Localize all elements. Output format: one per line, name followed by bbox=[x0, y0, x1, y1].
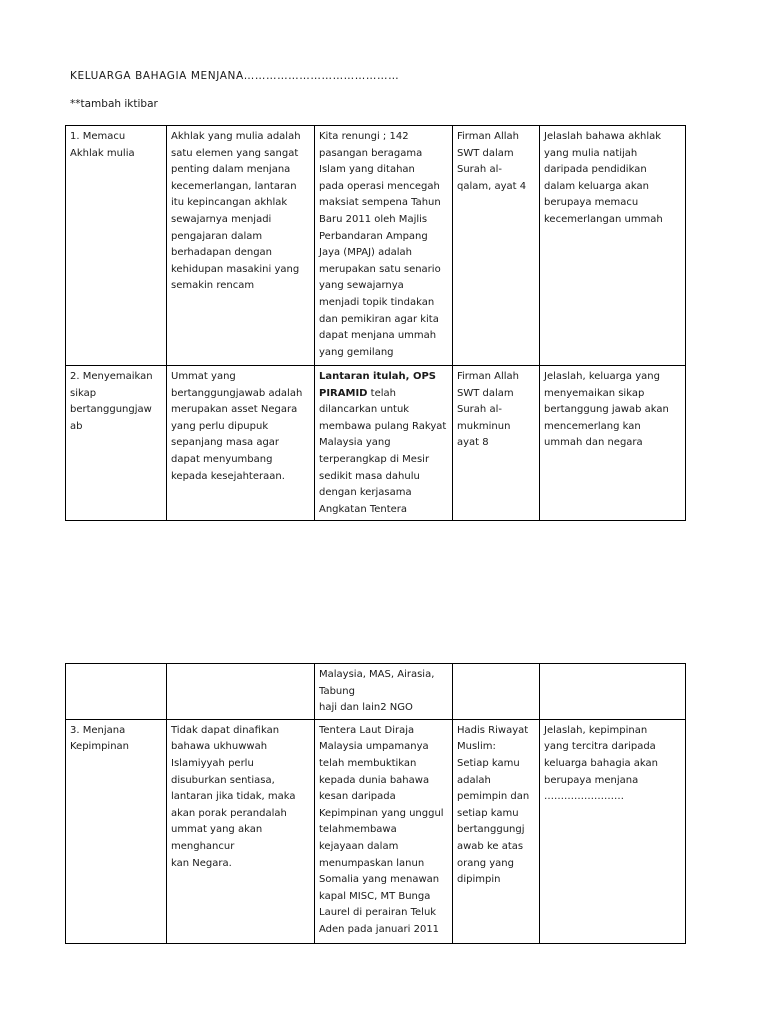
cell-conclusion bbox=[540, 126, 686, 366]
cell-line: merupakan asset Negara bbox=[171, 404, 298, 416]
cell-line: membawa pulang Rakyat bbox=[319, 420, 447, 432]
cell-line: maksiat sempena Tahun bbox=[319, 197, 441, 209]
cell-line: menumpaskan lanun bbox=[319, 857, 425, 869]
cell-line: bertanggung jawab akan bbox=[544, 404, 669, 416]
cell-line: ummat yang akan bbox=[171, 824, 263, 836]
cell-line: Aden pada januari 2011 bbox=[319, 923, 440, 935]
cell-conclusion bbox=[540, 719, 686, 943]
cell-line: Islamiyyah perlu bbox=[171, 757, 254, 769]
cell-line: setiap kamu bbox=[457, 807, 519, 819]
cell-line: akan porak perandalah bbox=[171, 807, 287, 819]
cell-line: bertanggungjawab adalah bbox=[171, 387, 303, 399]
cell-example bbox=[315, 366, 453, 521]
cell-line: dapat menyumbang bbox=[171, 453, 273, 465]
cell-line: bertanggungjaw bbox=[70, 404, 152, 416]
cell-aspect bbox=[66, 664, 167, 720]
cell-line: kejayaan dalam bbox=[319, 840, 399, 852]
cell-line: bertanggungj bbox=[457, 824, 525, 836]
cell-line: dengan kerjasama bbox=[319, 487, 412, 499]
cell-line: ab bbox=[70, 420, 83, 432]
note-text: **tambah iktibar bbox=[70, 98, 158, 110]
cell-line: berupaya menjana bbox=[544, 774, 639, 786]
cell-line: orang yang bbox=[457, 857, 514, 869]
cell-line: Firman Allah bbox=[457, 131, 519, 142]
bold-text: Lantaran itulah, OPS bbox=[319, 371, 436, 382]
cell-line: dilancarkan untuk bbox=[319, 404, 410, 416]
cell-line: ayat 8 bbox=[457, 437, 489, 449]
cell-line: Baru 2011 oleh Majlis bbox=[319, 213, 428, 225]
cell-line: Firman Allah bbox=[457, 371, 519, 382]
cell-line: yang perlu dipupuk bbox=[171, 420, 269, 432]
cell-line: ummah dan negara bbox=[544, 437, 643, 449]
cell-aspect bbox=[66, 719, 167, 943]
cell-line: Akhlak mulia bbox=[70, 147, 135, 159]
cell-example bbox=[315, 126, 453, 366]
cell-reference bbox=[453, 366, 540, 521]
cell-line: mencemerlang kan bbox=[544, 420, 641, 432]
cell-line: yang gemilang bbox=[319, 346, 394, 358]
cell-line: Akhlak yang mulia adalah bbox=[171, 131, 301, 142]
cell-line: sewajarnya menjadi bbox=[171, 213, 272, 225]
cell-line: Jelaslah, keluarga yang bbox=[544, 371, 660, 382]
cell-line: keluarga bahagia akan bbox=[544, 757, 659, 769]
cell-line: sedikit masa dahulu bbox=[319, 470, 420, 482]
cell-line: pengajaran dalam bbox=[171, 230, 263, 242]
cell-line: dapat menjana ummah bbox=[319, 330, 437, 342]
cell-line: Jelaslah, kepimpinan bbox=[544, 724, 648, 736]
cell-text: telah bbox=[367, 387, 396, 399]
cell-line: Ummat yang bbox=[171, 371, 236, 382]
cell-line: kesan daripada bbox=[319, 791, 396, 803]
cell-line: terperangkap di Mesir bbox=[319, 453, 430, 465]
cell-line: haji dan lain2 NGO bbox=[319, 702, 413, 714]
cell-line: berhadapan dengan bbox=[171, 247, 273, 259]
cell-line: telahmembawa bbox=[319, 824, 397, 836]
cell-line: Muslim: bbox=[457, 741, 496, 753]
cell-explanation bbox=[167, 126, 315, 366]
cell-line: pada operasi mencegah bbox=[319, 180, 440, 192]
cell-line: satu elemen yang sangat bbox=[171, 147, 299, 159]
cell-line: kepada dunia bahawa bbox=[319, 774, 430, 786]
cell-line: yang mulia natijah bbox=[544, 147, 638, 159]
cell-line: kecemerlangan ummah bbox=[544, 213, 663, 225]
content-table-top bbox=[65, 125, 686, 521]
cell-line: itu kepincangan akhlak bbox=[171, 197, 288, 209]
cell-line: SWT dalam bbox=[457, 147, 514, 159]
cell-line: Surah al- bbox=[457, 404, 502, 416]
cell-line: kan Negara. bbox=[171, 857, 232, 869]
bold-text: PIRAMID bbox=[319, 387, 368, 399]
cell-line: Setiap kamu bbox=[457, 757, 520, 769]
cell-line: bahawa ukhuwwah bbox=[171, 741, 268, 753]
cell-line: Laurel di perairan Teluk bbox=[319, 907, 437, 919]
cell-line: pemimpin dan bbox=[457, 791, 530, 803]
cell-line: Malaysia yang bbox=[319, 437, 391, 449]
cell-line: lantaran jika tidak, maka bbox=[171, 791, 296, 803]
cell-line: sepanjang masa agar bbox=[171, 437, 280, 449]
cell-line: yang tercitra daripada bbox=[544, 741, 656, 753]
cell-example bbox=[315, 719, 453, 943]
cell-aspect bbox=[66, 126, 167, 366]
cell-line: menghancur bbox=[171, 840, 235, 852]
cell-line: berupaya memacu bbox=[544, 197, 639, 209]
cell-line: pasangan beragama bbox=[319, 147, 423, 159]
cell-line: awab ke atas bbox=[457, 840, 524, 852]
cell-line: Somalia yang menawan bbox=[319, 874, 440, 886]
cell-line: Perbandaran Ampang bbox=[319, 230, 428, 242]
cell-line: kapal MISC, MT Bunga bbox=[319, 890, 431, 902]
cell-line: Hadis Riwayat bbox=[457, 724, 529, 736]
cell-line: Jaya (MPAJ) adalah bbox=[319, 247, 412, 259]
cell-line: semakin rencam bbox=[171, 280, 255, 292]
cell-line: penting dalam menjana bbox=[171, 164, 291, 176]
table-row bbox=[66, 664, 686, 720]
cell-line: 1. Memacu bbox=[70, 131, 126, 142]
cell-line: adalah bbox=[457, 774, 491, 786]
cell-line: …………………… bbox=[544, 791, 624, 803]
table-row bbox=[66, 719, 686, 943]
cell-line: Malaysia umpamanya bbox=[319, 741, 429, 753]
cell-line: Malaysia, MAS, Airasia, bbox=[319, 669, 435, 680]
cell-reference bbox=[453, 126, 540, 366]
cell-line: dipimpin bbox=[457, 874, 501, 886]
cell-aspect bbox=[66, 366, 167, 521]
cell-line: Kepimpinan bbox=[70, 741, 130, 753]
cell-line: merupakan satu senario bbox=[319, 263, 441, 275]
cell-line: Kita renungi ; 142 bbox=[319, 131, 409, 142]
cell-explanation bbox=[167, 719, 315, 943]
cell-line: Tabung bbox=[319, 685, 355, 697]
cell-line: Angkatan Tentera bbox=[319, 503, 408, 515]
cell-line: dalam keluarga akan bbox=[544, 180, 649, 192]
cell-line: menjadi topik tindakan bbox=[319, 296, 435, 308]
cell-line: sikap bbox=[70, 387, 97, 399]
cell-line: kehidupan masakini yang bbox=[171, 263, 300, 275]
cell-line: dan pemikiran agar kita bbox=[319, 313, 439, 325]
cell-line: yang sewajarnya bbox=[319, 280, 404, 292]
cell-line: Tentera Laut Diraja bbox=[319, 724, 415, 736]
cell-line: menyemaikan sikap bbox=[544, 387, 645, 399]
cell-line: kecemerlangan, lantaran bbox=[171, 180, 297, 192]
document-heading: KELUARGA BAHAGIA MENJANA…………………………………… bbox=[70, 70, 400, 82]
cell-line: daripada pendidikan bbox=[544, 164, 647, 176]
cell-line: SWT dalam bbox=[457, 387, 514, 399]
cell-line: qalam, ayat 4 bbox=[457, 180, 527, 192]
cell-line: 3. Menjana bbox=[70, 724, 126, 736]
cell-line: mukminun bbox=[457, 420, 511, 432]
cell-line: Islam yang ditahan bbox=[319, 164, 415, 176]
cell-reference bbox=[453, 719, 540, 943]
cell-line: Tidak dapat dinafikan bbox=[171, 724, 280, 736]
cell-explanation bbox=[167, 366, 315, 521]
table-row bbox=[66, 126, 686, 366]
cell-line: disuburkan sentiasa, bbox=[171, 774, 275, 786]
cell-conclusion bbox=[540, 366, 686, 521]
cell-line: Surah al- bbox=[457, 164, 502, 176]
cell-line: telah membuktikan bbox=[319, 757, 417, 769]
cell-example bbox=[315, 664, 453, 720]
table-row bbox=[66, 366, 686, 521]
cell-line: kepada kesejahteraan. bbox=[171, 470, 285, 482]
cell-reference bbox=[453, 664, 540, 720]
cell-explanation bbox=[167, 664, 315, 720]
cell-conclusion bbox=[540, 664, 686, 720]
cell-line: Jelaslah bahawa akhlak bbox=[544, 131, 662, 142]
content-table-bottom bbox=[65, 663, 686, 944]
cell-line: Kepimpinan yang unggul bbox=[319, 807, 444, 819]
cell-line: 2. Menyemaikan bbox=[70, 371, 153, 382]
